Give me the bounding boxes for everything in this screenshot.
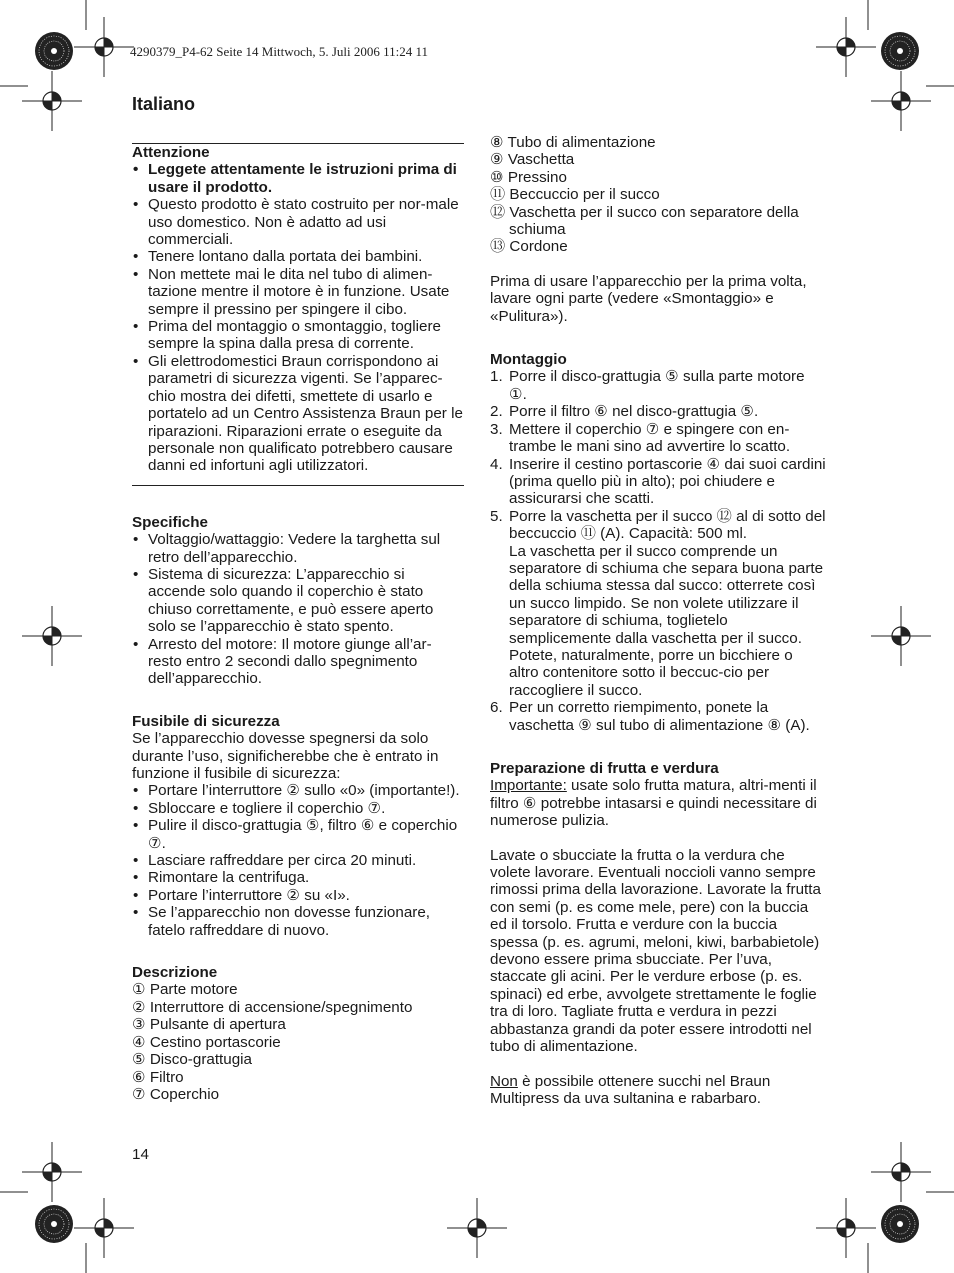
list-item: • Sbloccare e togliere il coperchio ⑦. (132, 800, 464, 817)
fusibile-list (132, 782, 464, 939)
step-text: Inserire il cestino portascorie ④ dai suoi cardini (prima quello più in alto); poi chiudere e assicurarsi che scatti. (509, 455, 826, 508)
parts-item: ⑨ Vaschetta (490, 151, 575, 169)
attenzione-list (132, 161, 464, 474)
list-item: • Arresto del motore: Il motore giunge all’ar-resto entro 2 secondi dallo spegnimento dell’apparecchio. (132, 636, 464, 688)
parts-item: ⑪ Beccuccio per il succo (490, 186, 660, 204)
step-text: Porre la vaschetta per il succo ⑫ al di sotto del beccuccio ⑪ (A). Capacità: 500 ml. (509, 507, 826, 543)
fusibile-title: Fusibile di sicurezza (132, 712, 280, 730)
page-number: 14 (132, 1146, 149, 1163)
step-number: 2. (490, 403, 503, 421)
list-item: • Lasciare raffreddare per circa 20 minuti. (132, 852, 464, 869)
parts-item: ① Parte motore (132, 981, 238, 999)
list-item: • Pulire il disco-grattugia ⑤, filtro ⑥ e coperchio ⑦. (132, 817, 464, 852)
descrizione-title: Descrizione (132, 964, 218, 982)
step-text: Mettere il coperchio ⑦ e spingere con en-trambe le mani sino ad avvertire lo scatto. (509, 420, 791, 456)
list-item: • Tenere lontano dalla portata dei bambini. (132, 248, 464, 265)
list-item: • Se l’apparecchio non dovesse funzionare, fatelo raffreddare di nuovo. (132, 904, 464, 939)
list-item: • Leggete attentamente le istruzioni prima di usare il prodotto. (132, 161, 464, 196)
parts-item: ③ Pulsante di apertura (132, 1016, 286, 1034)
parts-item: ② Interruttore di accensione/spegnimento (132, 998, 413, 1016)
important-text: usate solo frutta matura, altri-menti il filtro ⑥ potrebbe intasarsi e quindi necessitare di numerose pulizia. (490, 777, 817, 830)
parts-item: ④ Cestino portascorie (132, 1033, 281, 1051)
list-item (490, 368, 826, 403)
parts-item: ⑧ Tubo di alimentazione (490, 134, 656, 151)
list-item (490, 421, 826, 456)
list-item: • Questo prodotto è stato costruito per nor-male uso domestico. Non è adatto ad usi commerciali. (132, 196, 464, 248)
montaggio-title: Montaggio (490, 351, 567, 369)
list-item: • Portare l’interruttore ② su «I». (132, 887, 464, 904)
important-label: Importante: (490, 777, 567, 795)
non-text: è possibile ottenere succhi nel Braun Multipress da uva sultanina e rabarbaro. (490, 1072, 771, 1107)
list-item (490, 456, 826, 508)
step-extra-text: La vaschetta per il succo comprende un separatore di schiuma che separa buona parte della schiuma stessa dal succo: otterrete così un succo limpido. Se non volete utilizzare il separatore di schiuma, toglietelo semplicemente dalla vaschetta per il succo. Potete, naturalmente, porre un bicchiere o altro contenitore sotto il beccuc-cio per raccogliere il succo. (509, 542, 824, 699)
step-text: Porre il filtro ⑥ nel disco-grattugia ⑤. (509, 403, 759, 421)
step-number: 6. (490, 699, 503, 717)
specifiche-list (132, 531, 464, 688)
step-number: 3. (490, 420, 503, 438)
preparation-paragraph: Lavate o sbucciate la frutta o la verdura che volete lavorare. Eventuali noccioli vanno sempre rimossi prima della lavorazione. Lavorate la frutta con semi (p. es come mele, pere) con la buccia ed il torsolo. Frutta e verdure con la buccia spessa (p. es. agrumi, meloni, kiwi, barbabietole) devono essere prima sbucciate. Per l’uva, staccate gli acini. Per le verdure erbose (p. es. spinaci) ed erbe, avvolgete strettamente le foglie tra di loro. Tagliate frutta e verdura in pezzi abbastanza grandi da poter essere introdotti nel tubo di alimentazione. (490, 846, 821, 1056)
montaggio-list (490, 368, 826, 734)
list-item (490, 403, 826, 420)
list-item: • Sistema di sicurezza: L’apparecchio si accende solo quando il coperchio è stato chiuso correttamente, e può essere aperto solo se l’apparecchio è stato spento. (132, 566, 464, 636)
specifiche-title: Specifiche (132, 513, 208, 531)
parts-item: ⑫ Vaschetta per il succo con separatore della schiuma (490, 203, 799, 239)
step-number: 5. (490, 507, 503, 525)
list-item: • Prima del montaggio o smontaggio, togliere sempre la spina dalla presa di corrente. (132, 318, 464, 353)
step-number: 4. (490, 455, 503, 473)
fusibile-intro: Se l’apparecchio dovesse spegnersi da solo durante l’uso, significherebbe che è entrato in funzione il fusibile di sicurezza: (132, 730, 439, 782)
list-item: • Gli elettrodomestici Braun corrispondono ai parametri di sicurezza vigenti. Se l’apparec-chio mostra dei difetti, smettete di usarlo e portatelo ad un Centro Assistenza Braun per le riparazioni. Riparazioni errate o eseguite da personale non qualificato potrebbero causare danni ed infortuni agli utilizzatori. (132, 353, 464, 475)
first-use-note: Prima di usare l’apparecchio per la prima volta, lavare ogni parte (vedere «Smontaggio» e «Pulitura»). (490, 272, 807, 325)
non-label: Non (490, 1072, 518, 1090)
left-column (132, 143, 464, 1103)
preparazione-title: Preparazione di frutta e verdura (490, 760, 719, 777)
list-item: • Rimontare la centrifuga. (132, 869, 464, 886)
parts-item: ⑤ Disco-grattugia (132, 1051, 252, 1069)
parts-item: ⑦ Coperchio (132, 1085, 220, 1103)
parts-item: ⑬ Cordone (490, 238, 568, 256)
list-item (490, 508, 826, 699)
language-title: Italiano (132, 94, 196, 114)
step-text: Porre il disco-grattugia ⑤ sulla parte motore ①. (509, 368, 805, 403)
parts-item: ⑩ Pressino (490, 168, 567, 186)
list-item: • Non mettete mai le dita nel tubo di alimen-tazione mentre il motore è in funzione. Usate sempre il pressino per spingere il cibo. (132, 266, 464, 318)
list-item (490, 699, 826, 734)
list-item: • Portare l’interruttore ② sullo «0» (importante!). (132, 782, 464, 799)
attenzione-title: Attenzione (132, 144, 210, 161)
list-item: • Voltaggio/wattaggio: Vedere la targhetta sul retro dell’apparecchio. (132, 531, 464, 566)
important-note (490, 777, 826, 829)
parts-item: ⑥ Filtro (132, 1068, 184, 1086)
non-note (490, 1073, 826, 1108)
step-number: 1. (490, 368, 503, 386)
right-column (490, 134, 826, 1107)
step-text: Per un corretto riempimento, ponete la vaschetta ⑨ sul tubo di alimentazione ⑧ (A). (509, 699, 810, 734)
print-header: 4290379_P4-62 Seite 14 Mittwoch, 5. Juli 2006 11:24 11 (130, 44, 429, 59)
